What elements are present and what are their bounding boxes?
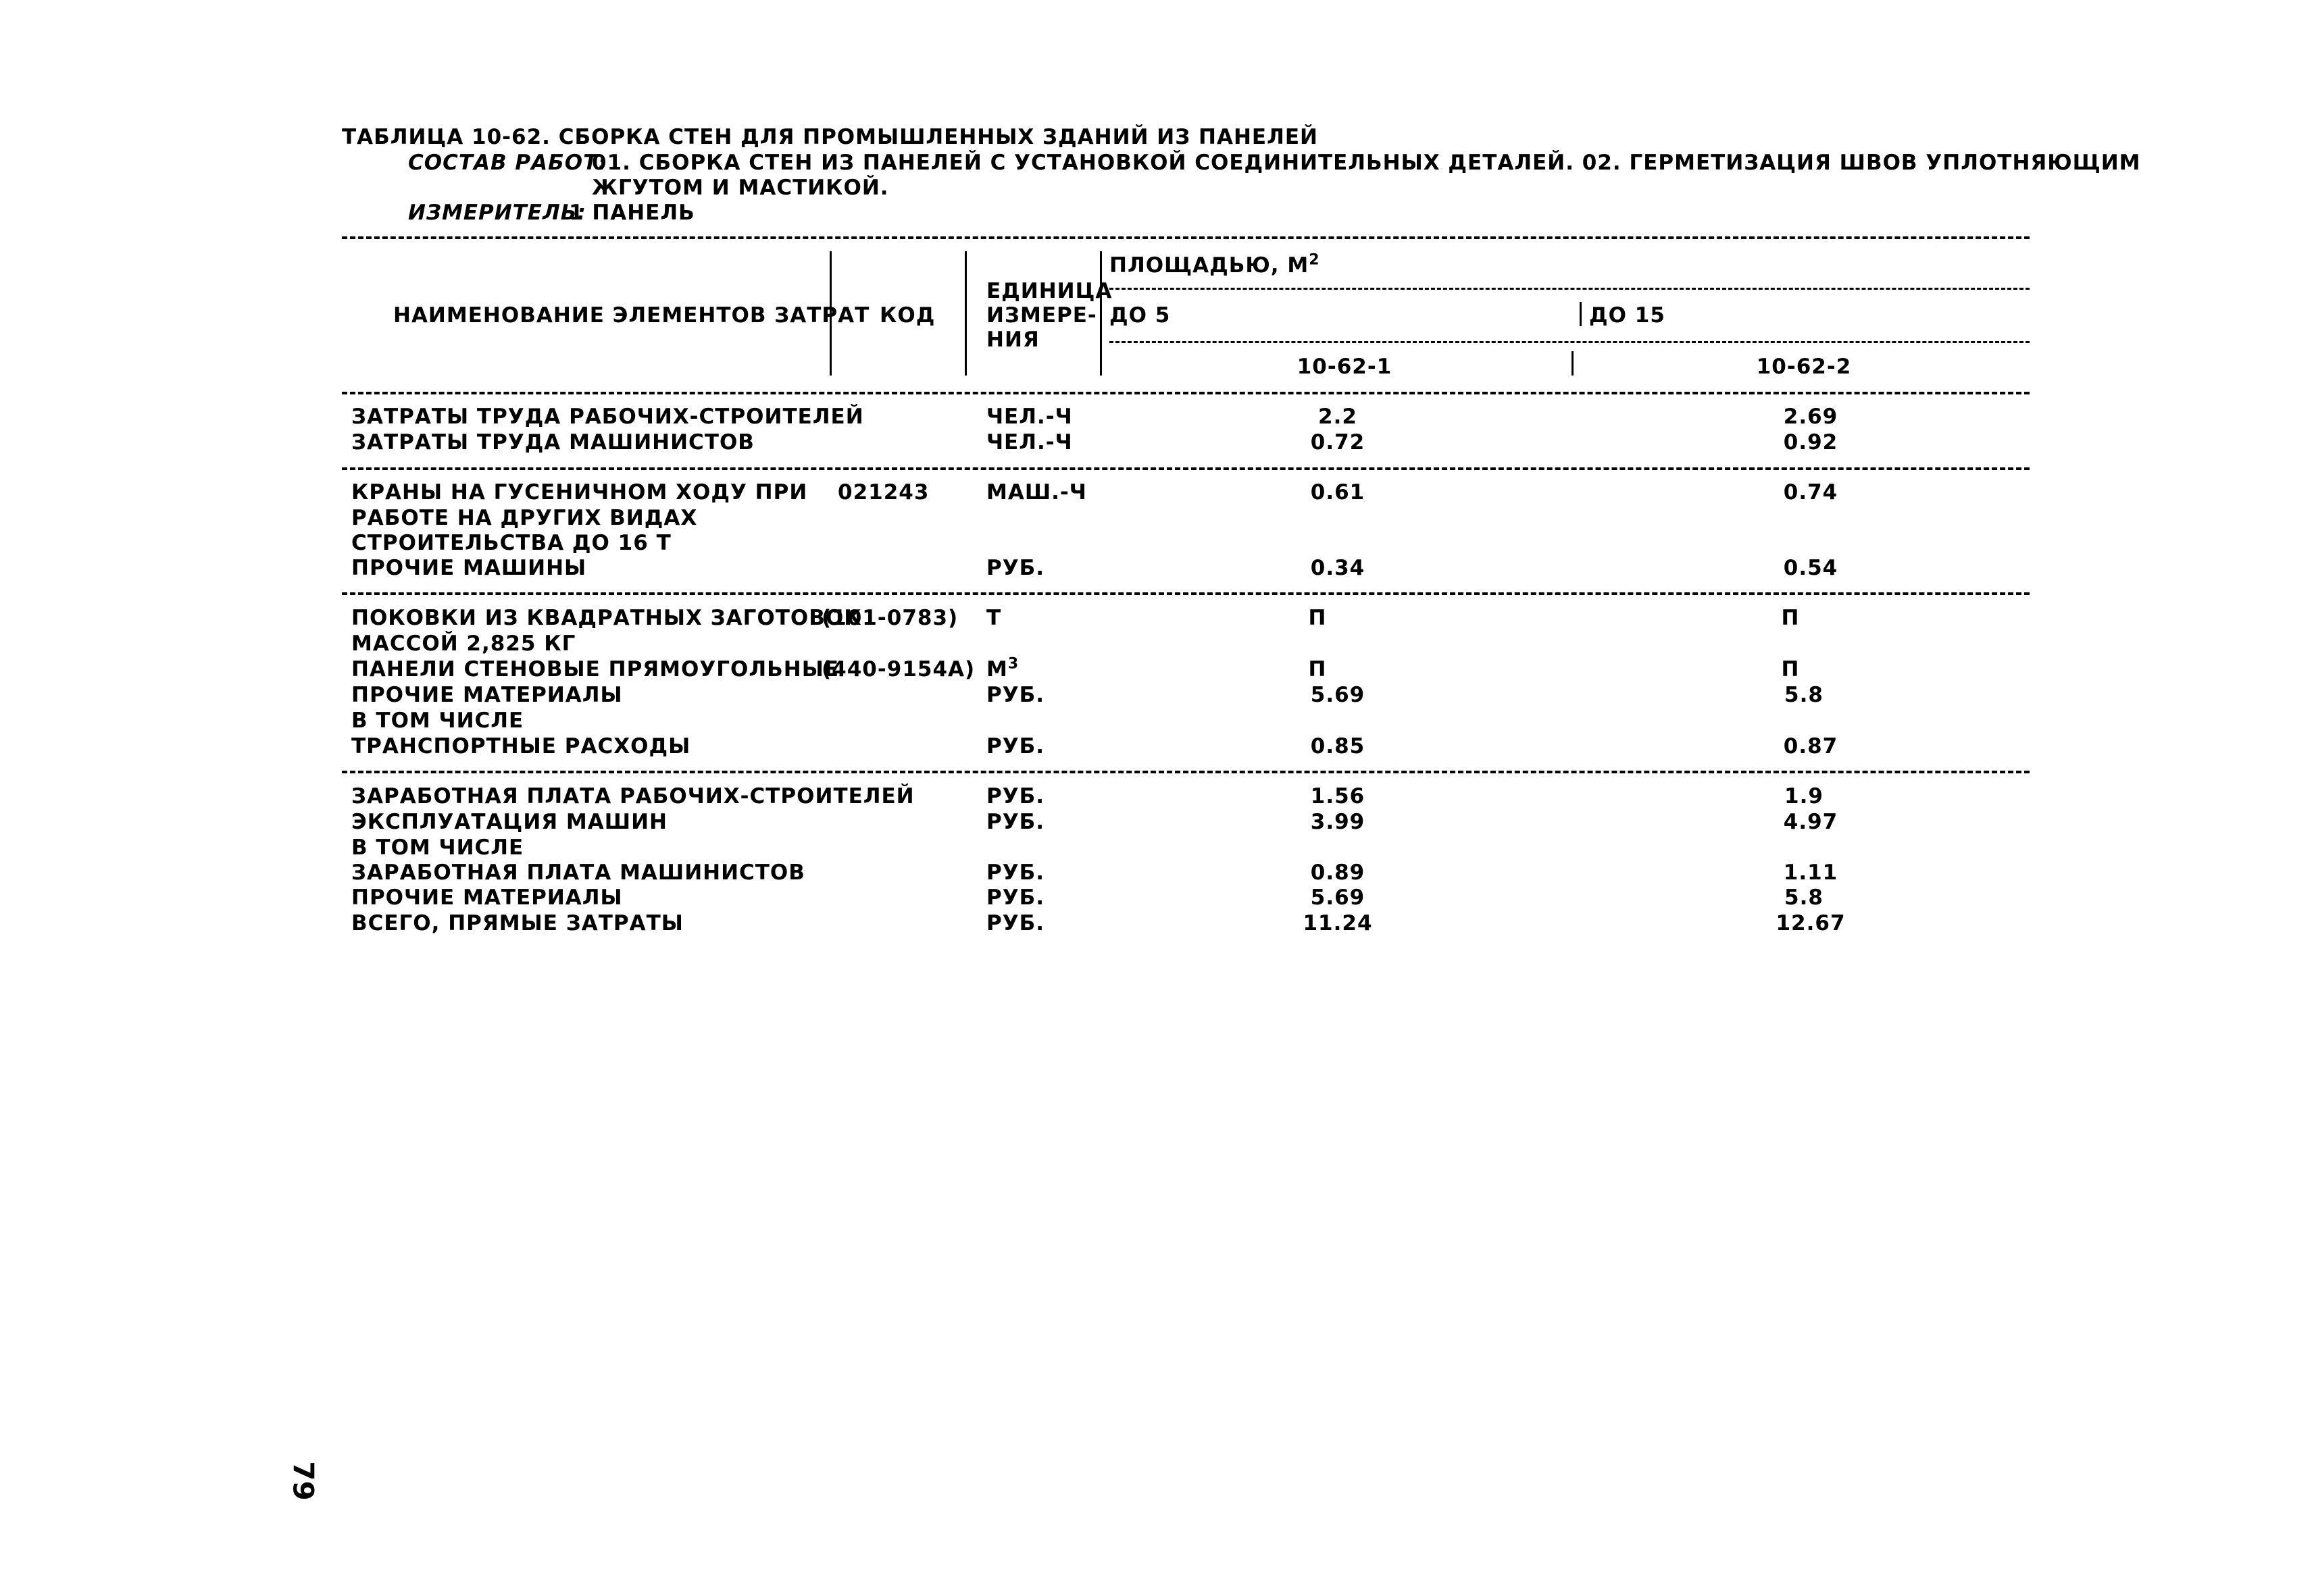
header-bottom-rule [342,392,2030,394]
row-value-1: 0.85 [1310,734,1365,758]
row-unit: ЧЕЛ.-Ч [986,405,1073,429]
row-code: 021243 [838,480,930,505]
row-value-1: 11.24 [1303,911,1373,935]
row-name: ЭКСПЛУАТАЦИЯ МАШИН [351,810,668,834]
row-value-2: 2.69 [1783,405,1838,429]
row-name: ПРОЧИЕ МАТЕРИАЛЫ [351,885,623,910]
row-value-1: 0.61 [1310,480,1365,505]
row-value-1: 5.69 [1310,683,1365,707]
column-unit-header-1: ЕДИНИЦА [986,279,1113,303]
column-name-header: НАИМЕНОВАНИЕ ЭЛЕМЕНТОВ ЗАТРАТ [393,303,870,328]
work-composition-text-2: ЖГУТОМ И МАСТИКОЙ. [592,176,889,200]
row-name: ЗАТРАТЫ ТРУДА МАШИНИСТОВ [351,430,755,455]
row-unit: РУБ. [986,784,1045,808]
row-value-2: 1.9 [1784,784,1823,808]
row-name: ПРОЧИЕ МАШИНЫ [351,556,587,580]
row-unit: РУБ. [986,683,1045,707]
row-name: ЗАРАБОТНАЯ ПЛАТА МАШИНИСТОВ [351,860,805,885]
row-value-1: 5.69 [1310,885,1365,910]
row-name: ЗАРАБОТНАЯ ПЛАТА РАБОЧИХ-СТРОИТЕЛЕЙ [351,784,915,808]
row-value-1: П [1308,657,1327,681]
unit-superscript: 3 [1007,655,1020,673]
column-code-header: КОД [880,303,936,328]
row-value-1: 1.56 [1310,784,1365,808]
section-rule-3 [342,771,2030,773]
row-code: (101-0783) [822,606,959,630]
area-rule [1109,288,2030,290]
row-value-2: 12.67 [1776,911,1846,935]
column-unit-header-2: ИЗМЕРЕ- [986,303,1097,328]
row-name: ПОКОВКИ ИЗ КВАДРАТНЫХ ЗАГОТОВОК [351,606,862,630]
row-name: КРАНЫ НА ГУСЕНИЧНОМ ХОДУ ПРИ [351,480,808,505]
group-rule [1109,341,2030,343]
measure-label: ИЗМЕРИТЕЛЬ: [408,201,586,225]
row-unit: МАШ.-Ч [986,480,1087,505]
header-separator-4 [1580,302,1582,326]
section-rule-2 [342,592,2030,595]
column-area-header [1109,253,1320,278]
row-value-2: 0.74 [1783,480,1838,505]
row-unit: РУБ. [986,911,1045,935]
code-header-2: 10-62-2 [1756,355,1852,379]
page-number: 79 [286,1461,320,1501]
row-value-2: П [1781,657,1800,681]
row-name: ТРАНСПОРТНЫЕ РАСХОДЫ [351,734,691,758]
section-rule-1 [342,467,2030,470]
row-unit: РУБ. [986,885,1045,910]
row-value-1: 0.89 [1310,860,1365,885]
row-value-2: 0.92 [1783,430,1838,455]
row-unit: Т [986,606,1002,630]
row-name: РАБОТЕ НА ДРУГИХ ВИДАХ [351,506,698,530]
row-unit: РУБ. [986,734,1045,758]
row-unit: ЧЕЛ.-Ч [986,430,1073,455]
header-separator-3 [1100,251,1102,376]
row-value-2: 0.87 [1783,734,1838,758]
row-name: ПРОЧИЕ МАТЕРИАЛЫ [351,683,623,707]
row-unit [986,657,1019,682]
row-name: СТРОИТЕЛЬСТВА ДО 16 Т [351,531,672,555]
row-name: ЗАТРАТЫ ТРУДА РАБОЧИХ-СТРОИТЕЛЕЙ [351,405,864,429]
row-value-2: 0.54 [1783,556,1838,580]
row-name: ВСЕГО, ПРЯМЫЕ ЗАТРАТЫ [351,911,684,935]
row-value-2: 5.8 [1784,885,1823,910]
row-name: В ТОМ ЧИСЛЕ [351,709,524,733]
row-value-2: 5.8 [1784,683,1823,707]
row-code: (440-9154А) [822,657,976,681]
work-composition-text-1: 01. СБОРКА СТЕН ИЗ ПАНЕЛЕЙ С УСТАНОВКОЙ СОЕДИНИТЕЛЬНЫХ ДЕТАЛЕЙ. 02. ГЕРМЕТИЗАЦИЯ ШВОВ УПЛОТНЯЮЩИМ [592,151,2141,175]
group-header-2: ДО 15 [1589,303,1665,328]
row-value-2: 1.11 [1783,860,1838,885]
table-title: ТАБЛИЦА 10-62. СБОРКА СТЕН ДЛЯ ПРОМЫШЛЕННЫХ ЗДАНИЙ ИЗ ПАНЕЛЕЙ [342,125,1318,149]
code-header-1: 10-62-1 [1297,355,1392,379]
row-unit: РУБ. [986,860,1045,885]
measure-value: 1 ПАНЕЛЬ [569,201,695,225]
row-unit: РУБ. [986,810,1045,834]
row-value-1: 0.34 [1310,556,1365,580]
work-composition-label: СОСТАВ РАБОТ: [408,151,607,175]
table-top-rule [342,236,2030,239]
unit-label: М [986,657,1008,681]
header-separator-2 [965,251,967,376]
row-value-1: 2.2 [1318,405,1357,429]
row-value-1: П [1308,606,1327,630]
row-name: ПАНЕЛИ СТЕНОВЫЕ ПРЯМОУГОЛЬНЫЕ [351,657,839,681]
row-unit: РУБ. [986,556,1045,580]
row-value-2: 4.97 [1783,810,1838,834]
row-value-1: 0.72 [1310,430,1365,455]
column-unit-header-3: НИЯ [986,328,1040,352]
row-value-2: П [1781,606,1800,630]
row-name: МАССОЙ 2,825 КГ [351,632,576,656]
group-header-1: ДО 5 [1109,303,1171,328]
area-label: ПЛОЩАДЬЮ, М [1109,253,1309,278]
row-value-1: 3.99 [1310,810,1365,834]
header-separator-5 [1571,351,1574,376]
area-superscript: 2 [1309,251,1320,269]
row-name: В ТОМ ЧИСЛЕ [351,835,524,860]
